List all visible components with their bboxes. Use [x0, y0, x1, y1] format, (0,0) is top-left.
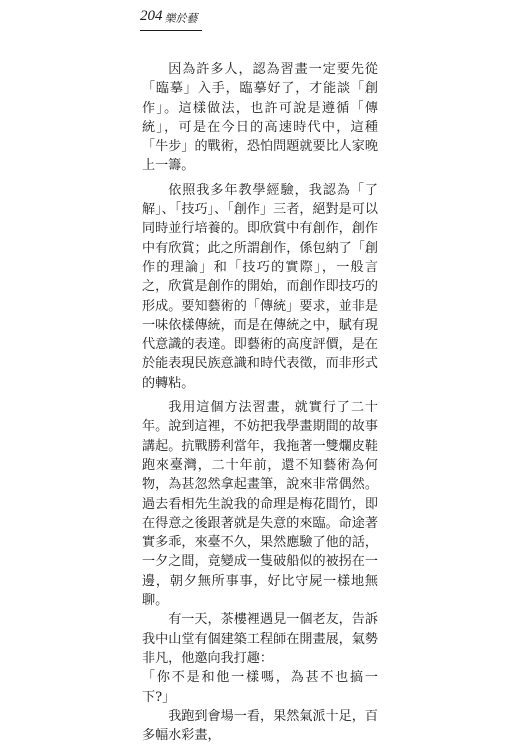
header-rule [140, 30, 202, 31]
quoted-dialogue: 「你不是和他一樣嗎，為甚不也搞一下?」 [142, 670, 378, 705]
page-header [140, 8, 198, 24]
paragraph: 依照我多年教學經驗，我認為「了解」、「技巧」、「創作」三者，絕對是可以同時並行培養的。即欣賞中有創作，創作中有欣賞；此之所謂創作，係包納了「創作的理論」和「技巧的實際」，一般言之，欣賞是創作的開始，而創作即技巧的形成。要知藝術的「傳統」要求，並非是一味依樣傳統，而是在傳統之中，賦有現代意識的表達。即藝術的高度評價，是在於能表現民族意識和時代表徵，而非形式的轉粘。 [142, 182, 378, 391]
running-title: 樂於藝 [164, 12, 198, 25]
body-text [142, 60, 378, 745]
paragraph: 因為許多人，認為習畫一定要先從「臨摹」入手，臨摹好了，才能談「創作」。這樣做法，也許可說是遵循「傳統」，可是在今日的高速時代中，這種「牛步」的戰術，恐怕問題就要比人家晚上一籌。 [142, 62, 378, 174]
paragraph: 我跑到會場一看，果然氣派十足，百多幅水彩畫， [142, 708, 378, 744]
paragraph: 有一天，茶樓裡遇見一個老友，告訴我中山堂有個建築工程師在開畫展，氣勢非凡，他邀向我打趣： [142, 612, 378, 666]
paragraph: 我用這個方法習畫，就實行了二十年。說到這裡，不妨把我學畫期間的故事講起。抗戰勝利當年，我拖著一雙爛皮鞋跑來臺灣，二十年前，還不知藝術為何物，為甚忽然拿起畫筆，說來非常偶然。過去看相先生說我的命理是梅花間竹，即在得意之後跟著就是失意的來臨。命途著實多乖，來臺不久，果然應驗了他的話，一夕之間，竟變成一隻破船似的被拐在一邊，朝夕無所事事，好比守屍一樣地無聊。 [142, 400, 378, 609]
page-number: 204 [140, 8, 163, 24]
